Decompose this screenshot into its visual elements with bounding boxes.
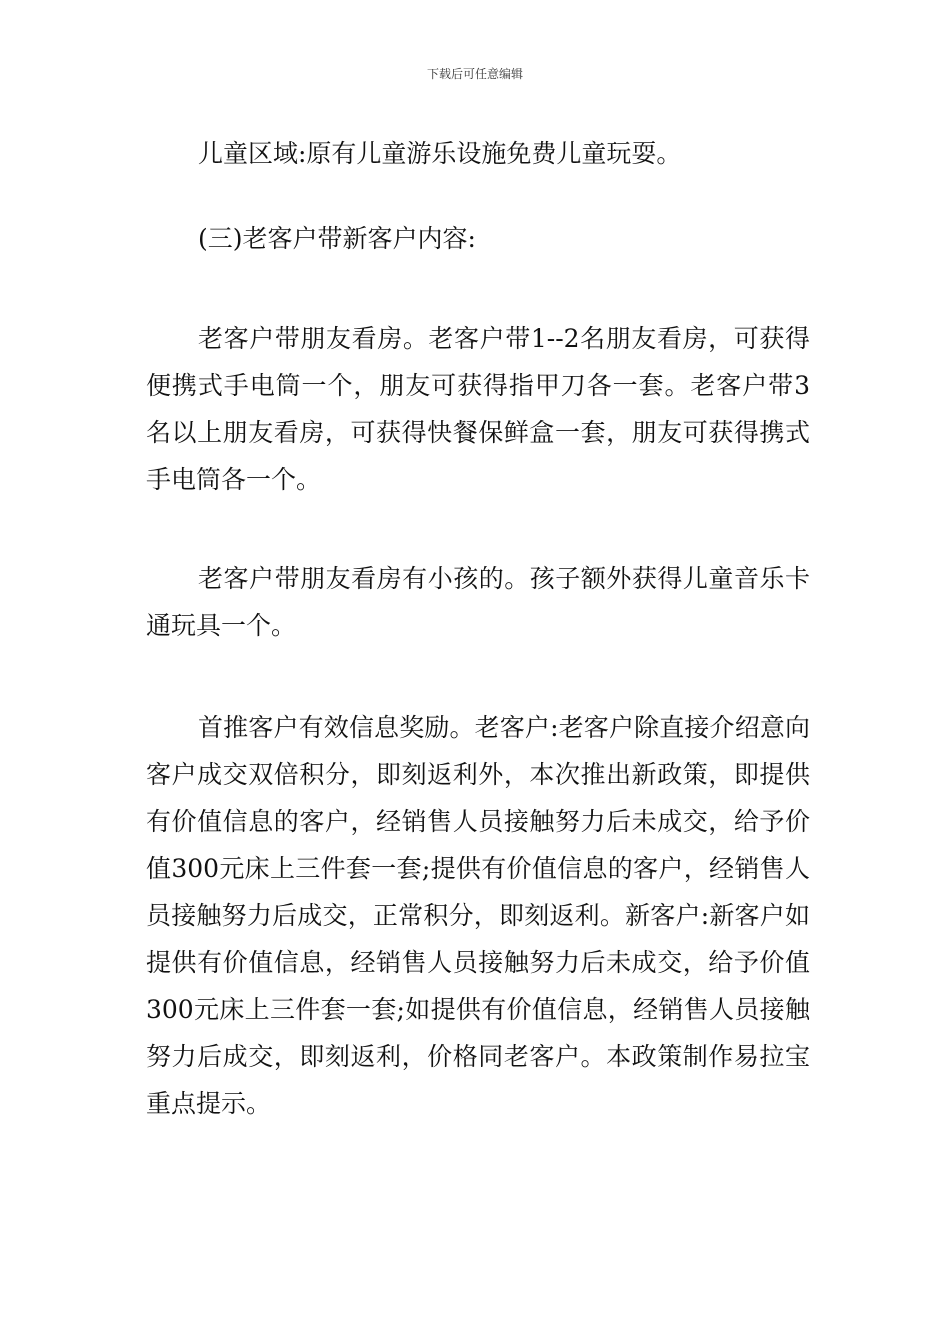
header-note: 下载后可任意编辑 (426, 67, 523, 81)
document-body (146, 130, 810, 1127)
paragraph-children-area: 儿童区域:原有儿童游乐设施免费儿童玩耍。 (198, 139, 682, 168)
section-heading-referral: (三)老客户带新客户内容: (198, 224, 476, 253)
paragraph-children-bonus: 老客户带朋友看房有小孩的。孩子额外获得儿童音乐卡通玩具一个。 (146, 564, 810, 640)
paragraph-info-reward: 首推客户有效信息奖励。老客户:老客户除直接介绍意向客户成交双倍积分，即刻返利外，本次推出新政策，即提供有价值信息的客户，经销售人员接触努力后未成交，给予价值300元床上三件套一套;提供有价值信息的客户，经销售人员接触努力后成交，正常积分，即刻返利。新客户:新客户如提供有价值信息，经销售人员接触努力后未成交，给予价值300元床上三件套一套;如提供有价值信息，经销售人员接触努力后成交，即刻返利，价格同老客户。本政策制作易拉宝重点提示。 (146, 713, 810, 1118)
paragraph-referral-gifts: 老客户带朋友看房。老客户带1--2名朋友看房，可获得便携式手电筒一个，朋友可获得指甲刀各一套。老客户带3名以上朋友看房，可获得快餐保鲜盒一套，朋友可获得携式手电筒各一个。 (146, 324, 810, 494)
